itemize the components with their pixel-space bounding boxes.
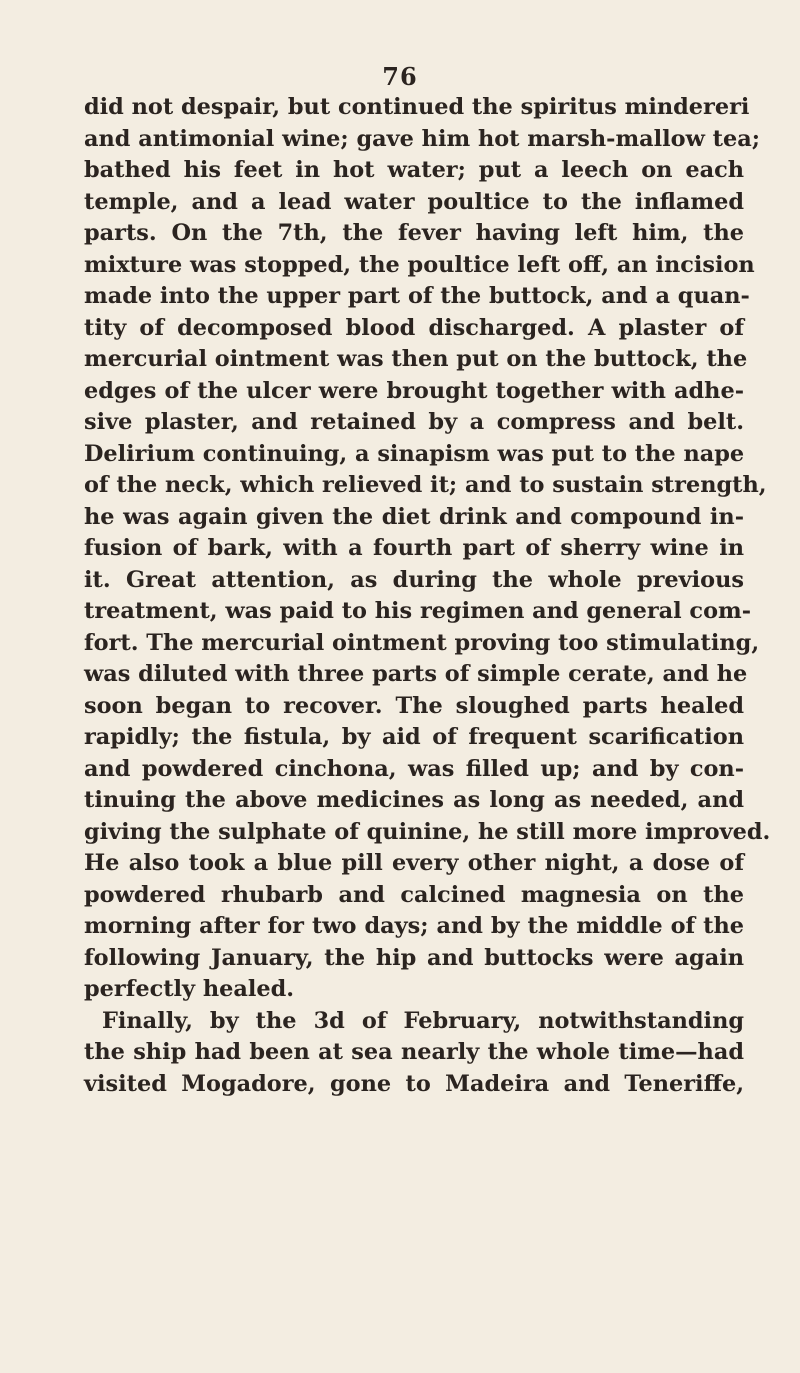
text-line: mercurial ointment was then put on the buttock, the	[84, 346, 748, 372]
text-line: He also took a blue pill every other night, a dose of	[84, 850, 744, 876]
text-line: powdered rhubarb and calcined magnesia on the	[84, 881, 744, 908]
text-line: and powdered cinchona, was filled up; and by con-	[84, 755, 744, 782]
text-line: it. Great attention, as during the whole previous	[84, 566, 744, 593]
text-line: made into the upper part of the buttock, and a quan-	[84, 283, 750, 309]
text-line: morning after for two days; and by the middle of the	[84, 913, 744, 939]
text-line: bathed his feet in hot water; put a leech on each	[84, 157, 744, 183]
text-line: the ship had been at sea nearly the whole time—had	[84, 1039, 744, 1065]
text-line: sive plaster, and retained by a compress and belt.	[84, 409, 744, 435]
text-line: treatment, was paid to his regimen and general com-	[84, 598, 751, 624]
text-line: and antimonial wine; gave him hot marsh-mallow tea;	[84, 125, 761, 152]
text-line: was diluted with three parts of simple cerate, and he	[84, 661, 748, 687]
text-line: tinuing the above medicines as long as needed, and	[84, 787, 744, 813]
text-line: Finally, by the 3d of February, notwithstanding	[102, 1007, 744, 1034]
text-line: following January, the hip and buttocks were again	[84, 944, 744, 971]
text-line: rapidly; the fistula, by aid of frequent scarification	[84, 724, 744, 750]
text-line: of the neck, which relieved it; and to sustain strength,	[84, 472, 767, 498]
text-line: edges of the ulcer were brought together with adhe-	[84, 377, 744, 404]
text-line: did not despair, but continued the spiritus mindereri	[84, 94, 750, 120]
text-line: visited Mogadore, gone to Madeira and Teneriffe,	[84, 1070, 744, 1097]
text-line: temple, and a lead water poultice to the inflamed	[84, 188, 744, 215]
text-line: soon began to recover. The sloughed parts healed	[84, 692, 744, 719]
text-line: he was again given the diet drink and compound in-	[84, 503, 744, 530]
text-line: mixture was stopped, the poultice left off, an incision	[84, 251, 755, 278]
text-line: fort. The mercurial ointment proving too stimulating,	[84, 629, 760, 656]
text-line: parts. On the 7th, the fever having left him, the	[84, 220, 744, 246]
body-text	[84, 92, 771, 1100]
text-line: Delirium continuing, a sinapism was put to the nape	[84, 440, 745, 467]
text-line: giving the sulphate of quinine, he still more improved.	[84, 818, 771, 845]
text-line: perfectly healed.	[84, 976, 295, 1002]
text-line: fusion of bark, with a fourth part of sherry wine in	[84, 535, 744, 561]
page-number: 76	[382, 62, 418, 91]
text-line: tity of decomposed blood discharged. A plaster of	[84, 314, 744, 341]
